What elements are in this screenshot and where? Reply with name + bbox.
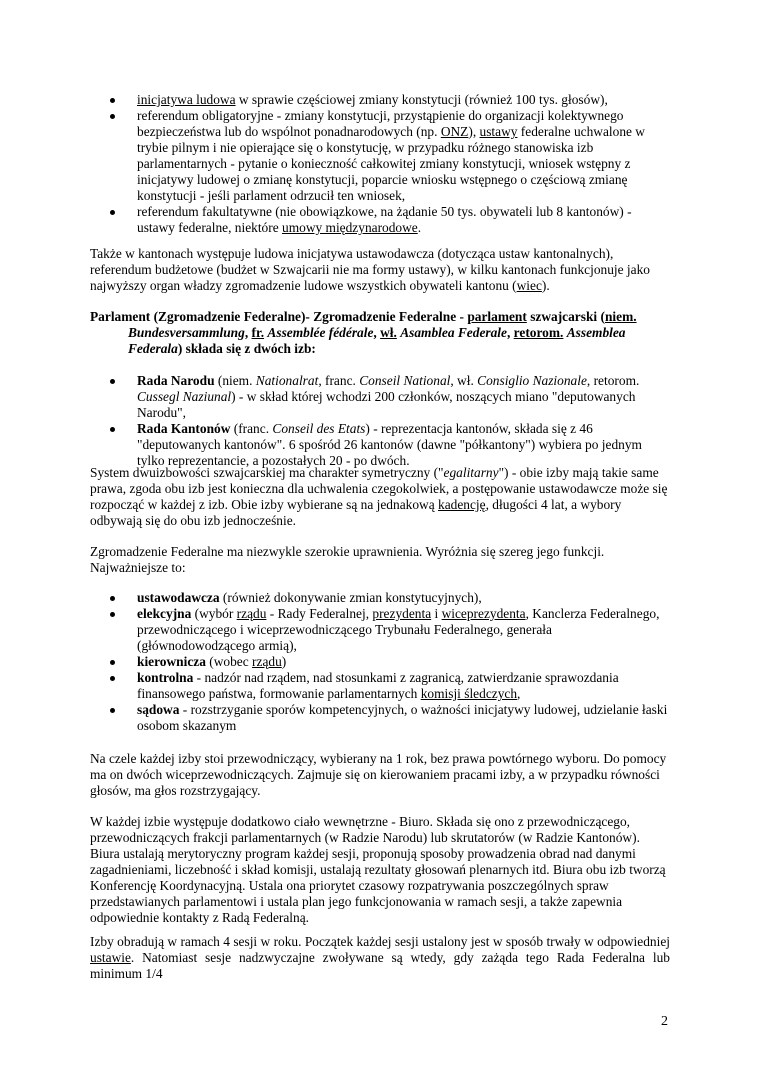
link-inicjatywa-ludowa[interactable]: inicjatywa ludowa <box>137 92 236 107</box>
link-onz[interactable]: ONZ <box>440 124 469 139</box>
funkcje-list <box>137 590 672 734</box>
paragraph-system: System dwuizbowości szwajcarskiej ma charakter symetryczny ("egalitarny") - obie izby mają takie same prawa, zgoda obu izb jest konieczna dla uchwalenia czegokolwiek, a postępowanie ustawodawcze może się rozpocząć w każdej z izb. Obie izby wybierane są na jednakową kadencję, długości 4 lat, a wybory odbywają się do obu izb jednocześnie. <box>90 465 668 528</box>
referendum-list <box>137 92 672 236</box>
paragraph-kantony: Także w kantonach występuje ludowa inicjatywa ustawodawcza (dotycząca ustaw kantonalnych), referendum budżetowe (budżet w Szwajcarii nie ma formy ustawy), w kilku kantonach funkcjonuje jako najwyższy organ władzy zgromadzenie ludowe wszystkich obywateli kantonu (wiec). <box>90 246 650 293</box>
izby-list <box>137 373 672 469</box>
list-item: kontrolna - nadzór nad rządem, nad stosunkami z zagranicą, zatwierdzanie sprawozdania finansowego państwa, formowanie parlamentarnych komisji śledczych, <box>137 670 672 702</box>
paragraph-przewodniczacy: Na czele każdej izby stoi przewodniczący, wybierany na 1 rok, bez prawa powtórnego wyboru. Do pomocy ma on dwóch wiceprzewodniczących. Zajmuje się on kierowaniem pracami izby, a w przypadku równości głosów, ma głos rozstrzygający. <box>90 751 667 798</box>
link-umowy-miedzynarodowe[interactable]: umowy międzynarodowe <box>282 220 418 235</box>
list-item-rada-kantonow: Rada Kantonów (franc. Conseil des Etats) - reprezentacja kantonów, składa się z 46 "deputowanych kantonów". 6 spośród 26 kantonów (dawne "półkantony") wybiera po jednym tylko reprezentancie, a pozostałych 20 - po dwóch. <box>137 421 672 469</box>
link-komisji-sledczych[interactable]: komisji śledczych <box>420 686 518 701</box>
link-wl[interactable]: wł. <box>380 325 397 340</box>
list-item: inicjatywa ludowa w sprawie częściowej zmiany konstytucji (również 100 tys. głosów), <box>137 92 672 108</box>
link-rzadu[interactable]: rządu <box>236 606 267 621</box>
list-item-rada-narodu: Rada Narodu (niem. Nationalrat, franc. Conseil National, wł. Consiglio Nazionale, retorom. Cussegl Naziunal) - w skład której wchodzi 200 członków, noszących miano "deputowanych Narodu", <box>137 373 672 421</box>
link-prezydenta[interactable]: prezydenta <box>372 606 432 621</box>
link-parlament[interactable]: parlament <box>467 309 527 324</box>
list-item: sądowa - rozstrzyganie sporów kompetencyjnych, o ważności inicjatywy ludowej, udzielanie łaski osobom skazanym <box>137 702 672 734</box>
link-ustawy[interactable]: ustawy <box>479 124 518 139</box>
list-item: ustawodawcza (również dokonywanie zmian konstytucyjnych), <box>137 590 672 606</box>
page-number: 2 <box>661 1014 668 1029</box>
list-item: kierownicza (wobec rządu) <box>137 654 672 670</box>
link-kadencje[interactable]: kadencję <box>438 497 486 512</box>
heading-parlament: Parlament (Zgromadzenie Federalne)- Zgromadzenie Federalne - parlament szwajcarski (niem. Bundesversammlung, fr. Assemblée fédérale, wł. Asamblea Federale, retorom. Assemblea Federala) składa się z dwóch izb: <box>90 309 637 356</box>
paragraph-zgromadzenie: Zgromadzenie Federalne ma niezwykle szerokie uprawnienia. Wyróżnia się szereg jego funkcji. Najważniejsze to: <box>90 544 605 575</box>
link-fr[interactable]: fr. <box>251 325 265 340</box>
paragraph-sesje: Izby obradują w ramach 4 sesji w roku. Początek każdej sesji ustalony jest w sposób trwały w odpowiedniej ustawie. Natomiast sesje nadzwyczajne zwoływane są wtedy, gdy zażąda tego Rada Federalna lub minimum 1/4 <box>90 934 670 981</box>
list-item: referendum obligatoryjne - zmiany konstytucji, przystąpienie do organizacji kolektywnego bezpieczeństwa lub do wspólnot ponadnarodowych (np. ONZ), ustawy federalne uchwalone w trybie pilnym i nie opierające się o konstytucję, w przypadku różnego stanowiska izb parlamentarnych - pytanie o konieczność całkowitej zmiany konstytucji, wniosek wstępny z inicjatywy ludowej o zmianę konstytucji, poparcie wniosku wstępnego o częściową zmianę konstytucji - jeśli parlament odrzucił ten wniosek, <box>137 108 672 204</box>
link-rzadu[interactable]: rządu <box>252 654 282 669</box>
list-item: referendum fakultatywne (nie obowiązkowe, na żądanie 50 tys. obywateli lub 8 kantonów) - ustawy federalne, niektóre umowy międzynarodowe. <box>137 204 672 236</box>
link-wiceprezydenta[interactable]: wiceprezydenta <box>441 606 526 621</box>
paragraph-biuro: W każdej izbie występuje dodatkowo ciało wewnętrzne - Biuro. Składa się ono z przewodniczącego, przewodniczących frakcji parlamentarnych (w Radzie Narodu) lub skrutatorów (w Radzie Kantonów). Biura ustalają merytoryczny program każdej sesji, proponują sposoby prowadzenia obrad nad danymi zagadnieniami, liczebność i skład komisji, ustalają rezultaty głosowań plenarnych itd. Biura obu izb tworzą Konferencję Koordynacyjną. Ustala ona priorytet czasowy rozpatrywania poszczególnych spraw przedstawianych parlamentowi i ustala plan jego funkcjonowania w ramach sesji, a także zapewnia odpowiednie kontakty z Radą Federalną. <box>90 814 666 925</box>
list-item: elekcyjna (wybór rządu - Rady Federalnej, prezydenta i wiceprezydenta, Kanclerza Federalnego, przewodniczącego i wiceprzewodniczącego Trybunału Federalnego, generała (głównodowodzącego armią), <box>137 606 672 654</box>
link-retorom[interactable]: retorom. <box>513 325 564 340</box>
link-wiec[interactable]: wiec <box>516 278 542 293</box>
link-niem[interactable]: niem. <box>604 309 637 324</box>
link-ustawie[interactable]: ustawie <box>90 950 131 965</box>
